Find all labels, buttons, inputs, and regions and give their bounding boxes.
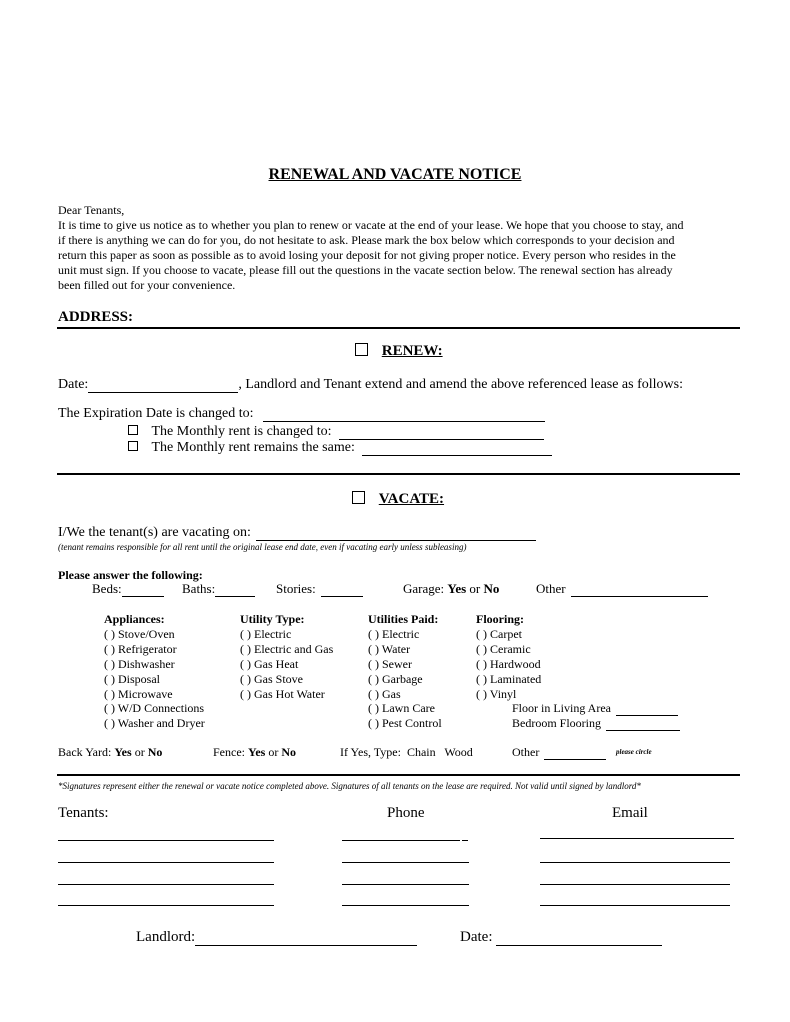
landlord-signature-field[interactable] (195, 931, 417, 946)
monthly-changed-field[interactable] (339, 427, 544, 440)
tenant-signature-line[interactable] (58, 884, 274, 885)
fence-other-field[interactable] (544, 747, 606, 760)
utilities-paid-option[interactable]: ( ) Pest Control (368, 716, 442, 731)
section-divider (57, 327, 740, 329)
monthly-same-checkbox[interactable] (128, 441, 138, 451)
utilities-paid-option[interactable]: ( ) Electric (368, 626, 420, 641)
landlord-row (136, 929, 417, 946)
monthly-changed-row (128, 424, 544, 440)
utilities-paid-option[interactable]: ( ) Gas (368, 686, 401, 701)
floor-living-field[interactable] (616, 703, 678, 716)
tenant-signature-line[interactable] (58, 862, 274, 863)
vacating-label: I/We the tenant(s) are vacating on: (58, 525, 251, 540)
bedroom-flooring-label: Bedroom Flooring (512, 716, 601, 730)
monthly-changed-checkbox[interactable] (128, 425, 138, 435)
utilities-paid-column (368, 612, 442, 731)
landlord-date-label: Date: (460, 929, 493, 945)
garage-no[interactable]: No (483, 581, 500, 596)
appliances-heading: Appliances: (104, 612, 165, 626)
fence-yes[interactable]: Yes (248, 745, 266, 759)
fence-row (213, 745, 296, 760)
vacate-checkbox[interactable] (352, 491, 365, 504)
utilities-paid-option[interactable]: ( ) Lawn Care (368, 701, 435, 716)
beds-field[interactable] (122, 584, 164, 597)
vacate-option[interactable] (352, 491, 444, 508)
monthly-same-label: The Monthly rent remains the same: (151, 440, 355, 455)
utility-type-heading: Utility Type: (240, 612, 305, 626)
back-yard-label: Back Yard: (58, 745, 112, 759)
renew-date-field[interactable] (88, 380, 238, 393)
intro-line: return this paper as soon as possible as to avoid losing your deposit for not giving proper notice. Every person who resides in the (58, 248, 676, 262)
back-yard-no[interactable]: No (147, 745, 163, 759)
baths-row (182, 581, 255, 597)
utility-type-option[interactable]: ( ) Gas Hot Water (240, 686, 325, 701)
renew-date-label: Date: (58, 377, 89, 392)
flooring-option[interactable]: ( ) Laminated (476, 671, 542, 686)
appliance-option[interactable]: ( ) W/D Connections (104, 701, 205, 716)
baths-label: Baths: (182, 581, 216, 596)
garage-yes[interactable]: Yes (447, 581, 467, 596)
back-yard-or: or (134, 745, 145, 759)
tenant-email-line[interactable] (540, 905, 730, 906)
stories-row (276, 581, 363, 597)
fence-label: Fence: (213, 745, 245, 759)
please-circle-note: please circle (616, 748, 652, 756)
utility-type-column (240, 612, 333, 701)
intro-paragraph (58, 203, 748, 293)
stories-field[interactable] (321, 584, 363, 597)
baths-field[interactable] (215, 584, 255, 597)
landlord-label: Landlord: (136, 929, 196, 945)
phone-label: Phone (387, 805, 425, 821)
renew-heading: RENEW: (381, 343, 443, 359)
tenant-email-line[interactable] (540, 862, 730, 863)
renew-date-suffix: , Landlord and Tenant extend and amend the above referenced lease as follows: (238, 377, 683, 392)
fence-other-row (512, 745, 606, 760)
answer-heading: Please answer the following: (58, 568, 203, 582)
monthly-same-field[interactable] (362, 443, 552, 456)
tenant-phone-line[interactable] (342, 840, 460, 841)
landlord-date-field[interactable] (496, 931, 662, 946)
expiration-field[interactable] (263, 409, 545, 422)
utilities-paid-heading: Utilities Paid: (368, 612, 439, 626)
stories-label: Stories: (276, 581, 316, 596)
tenant-email-line[interactable] (540, 838, 734, 839)
page-title: RENEWAL AND VACATE NOTICE (268, 166, 522, 183)
section-divider (57, 774, 740, 776)
appliance-option[interactable]: ( ) Disposal (104, 671, 160, 686)
appliances-column (104, 612, 205, 731)
garage-row (403, 581, 499, 597)
section-divider (57, 473, 740, 475)
flooring-column (476, 612, 541, 701)
fence-other-label: Other (512, 745, 540, 759)
tenant-phone-line-tail (462, 840, 468, 841)
floor-living-label: Floor in Living Area (512, 701, 611, 715)
appliance-option[interactable]: ( ) Refrigerator (104, 641, 177, 656)
bedroom-flooring-row (512, 716, 680, 731)
utility-type-option[interactable]: ( ) Electric (240, 626, 292, 641)
vacate-heading: VACATE: (378, 491, 445, 507)
email-label: Email (612, 805, 648, 821)
intro-line: It is time to give us notice as to whether you plan to renew or vacate at the end of your lease. We hope that you choose to stay, and (58, 218, 684, 232)
other-label: Other (536, 581, 566, 596)
intro-line: been filled out for your convenience. (58, 278, 236, 292)
beds-label: Beds: (92, 581, 122, 596)
tenant-phone-line[interactable] (342, 862, 469, 863)
garage-label: Garage: (403, 581, 445, 596)
beds-row (92, 581, 164, 597)
fence-or: or (268, 745, 279, 759)
tenant-email-line[interactable] (540, 884, 730, 885)
flooring-option[interactable]: ( ) Carpet (476, 626, 522, 641)
greeting: Dear Tenants, (58, 203, 125, 217)
utilities-paid-option[interactable]: ( ) Water (368, 641, 411, 656)
tenant-signature-line[interactable] (58, 840, 274, 841)
garage-or: or (469, 581, 481, 596)
expiration-label: The Expiration Date is changed to: (58, 406, 254, 421)
flooring-option[interactable]: ( ) Hardwood (476, 656, 541, 671)
landlord-date-row (460, 929, 662, 946)
monthly-same-row (128, 440, 552, 456)
fence-no[interactable]: No (281, 745, 297, 759)
utilities-paid-option[interactable]: ( ) Sewer (368, 656, 412, 671)
appliance-option[interactable]: ( ) Microwave (104, 686, 173, 701)
flooring-heading: Flooring: (476, 612, 524, 626)
vacating-date-field[interactable] (256, 528, 536, 541)
intro-line: if there is anything we can do for you, do not hesitate to ask. Please mark the box below which corresponds to your decision and (58, 233, 675, 247)
tenant-phone-line[interactable] (342, 905, 469, 906)
tenants-label: Tenants: (58, 805, 109, 821)
utility-type-option[interactable]: ( ) Gas Stove (240, 671, 303, 686)
vacate-note: (tenant remains responsible for all rent until the original lease end date, even if vacating early unless subleasing) (58, 542, 467, 552)
flooring-option[interactable]: ( ) Ceramic (476, 641, 531, 656)
appliance-option[interactable]: ( ) Washer and Dryer (104, 716, 205, 731)
flooring-option[interactable]: ( ) Vinyl (476, 686, 517, 701)
other-field[interactable] (571, 584, 708, 597)
tenant-phone-line[interactable] (342, 884, 469, 885)
utility-type-option[interactable]: ( ) Electric and Gas (240, 641, 334, 656)
signatures-note: *Signatures represent either the renewal or vacate notice completed above. Signatures of all tenants on the lease are required. Not valid until signed by landlord* (58, 781, 641, 791)
appliance-option[interactable]: ( ) Dishwasher (104, 656, 175, 671)
address-label: ADDRESS: (58, 309, 134, 325)
utility-type-option[interactable]: ( ) Gas Heat (240, 656, 299, 671)
back-yard-row (58, 745, 162, 760)
tenant-signature-line[interactable] (58, 905, 274, 906)
intro-line: unit must sign. If you choose to vacate, please fill out the questions in the vacate section below. The renewal section has already (58, 263, 673, 277)
vacating-row (58, 525, 536, 541)
renew-date-row (58, 377, 683, 393)
floor-living-row (512, 701, 678, 716)
renew-checkbox[interactable] (355, 343, 368, 356)
back-yard-yes[interactable]: Yes (114, 745, 132, 759)
bedroom-flooring-field[interactable] (606, 718, 680, 731)
renew-option[interactable] (355, 343, 443, 360)
fence-type-label: If Yes, Type: Chain Wood (340, 745, 473, 759)
expiration-row (58, 406, 545, 422)
utilities-paid-option[interactable]: ( ) Garbage (368, 671, 423, 686)
appliance-option[interactable]: ( ) Stove/Oven (104, 626, 175, 641)
other-row (536, 581, 708, 597)
monthly-changed-label: The Monthly rent is changed to: (151, 424, 332, 439)
